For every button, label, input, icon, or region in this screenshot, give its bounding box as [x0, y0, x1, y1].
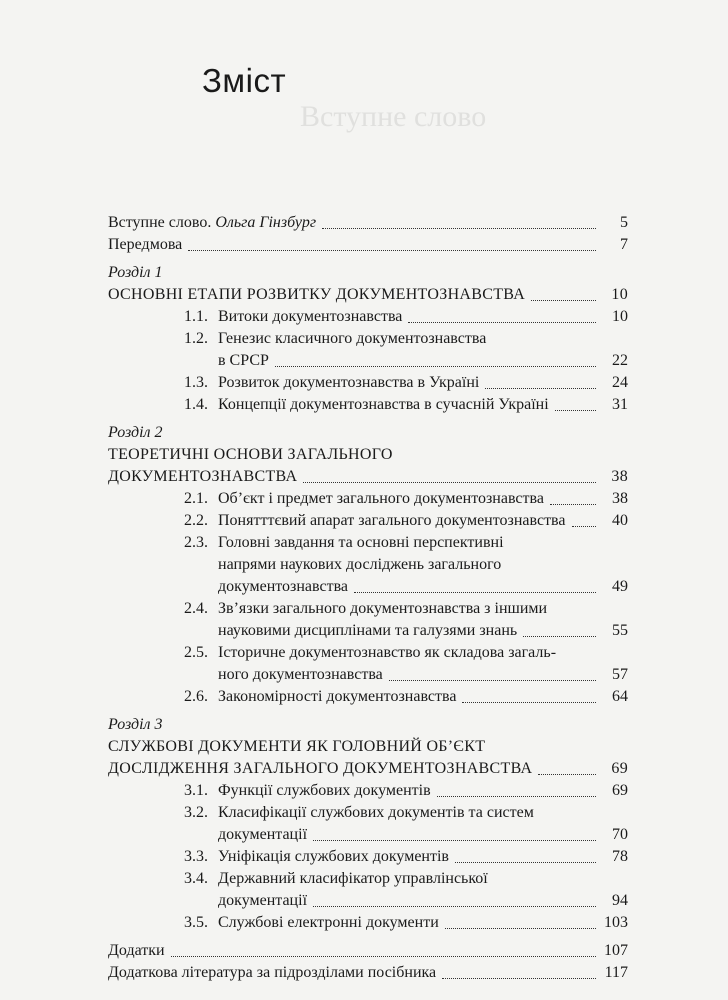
dot-leader	[354, 591, 596, 593]
section-label: Розділ 1	[108, 264, 163, 281]
subsection-number: 2.6.	[184, 688, 208, 705]
subsection-item	[108, 686, 628, 708]
page-number: 5	[620, 214, 628, 231]
entry-text: Службові електронні документи	[218, 914, 439, 931]
entry-text: Уніфікація службових документів	[218, 848, 449, 865]
page-number: 64	[612, 688, 628, 705]
entry-text: Функції службових документів	[218, 782, 431, 799]
toc-entry	[108, 940, 628, 962]
entry-text: документації	[218, 892, 308, 909]
subsection-item	[108, 372, 628, 394]
page-number: 10	[612, 308, 628, 325]
dot-leader	[303, 481, 596, 483]
page-number: 94	[612, 892, 628, 909]
subsection-text-line: напрями наукових досліджень загального	[218, 556, 502, 573]
entry-text: в СРСР	[218, 352, 269, 369]
dot-leader	[188, 249, 596, 251]
dot-leader	[445, 927, 596, 929]
dot-leader	[462, 701, 596, 703]
subsection-item	[108, 488, 628, 510]
dot-leader	[437, 795, 596, 797]
subsection-number: 3.1.	[184, 782, 208, 799]
subsection-text-line: Головні завдання та основні перспективні	[218, 534, 504, 551]
entry-text: науковими дисциплінами та галузями знань	[218, 622, 518, 639]
section-title-line: ТЕОРЕТИЧНІ ОСНОВИ ЗАГАЛЬНОГО	[108, 446, 393, 463]
page-number: 40	[612, 512, 628, 529]
subsection-number: 3.3.	[184, 848, 208, 865]
dot-leader	[550, 503, 596, 505]
page-title: Зміст	[202, 62, 287, 99]
section-label: Розділ 2	[108, 424, 163, 441]
subsection-item	[108, 780, 628, 802]
subsection-number: 3.5.	[184, 914, 208, 931]
page-number: 38	[612, 490, 628, 507]
section-title-row	[108, 466, 628, 488]
dot-leader	[555, 409, 596, 411]
subsection-number: 2.2.	[184, 512, 208, 529]
dot-leader	[171, 955, 596, 957]
subsection-item	[108, 642, 628, 686]
entry-text: ОСНОВНІ ЕТАПИ РОЗВИТКУ ДОКУМЕНТОЗНАВСТВА	[108, 286, 526, 303]
page-number: 69	[612, 782, 628, 799]
page-number: 103	[604, 914, 628, 931]
dot-leader	[531, 299, 596, 301]
dot-leader	[455, 861, 596, 863]
entry-text: Об’єкт і предмет загального документознавства	[218, 490, 544, 507]
entry-text: Передмова	[108, 236, 183, 253]
subsection-item	[108, 394, 628, 416]
page-number: 49	[612, 578, 628, 595]
subsection-row	[108, 620, 628, 642]
entry-text: Вступне слово. Ольга Гінзбург	[108, 214, 317, 231]
toc-entry	[108, 962, 628, 984]
section-label: Розділ 3	[108, 716, 163, 733]
dot-leader	[442, 977, 596, 979]
section-title-row	[108, 758, 628, 780]
section-title-row	[108, 284, 628, 306]
subsection-number: 2.3.	[184, 534, 208, 551]
entry-text: Додатки	[108, 942, 165, 959]
entry-text: Додаткова література за підрозділами посібника	[108, 964, 437, 981]
subsection-item	[108, 846, 628, 868]
toc-entry	[108, 212, 628, 234]
dot-leader	[389, 679, 596, 681]
subsection-text-line: Класифікації службових документів та систем	[218, 804, 534, 821]
subsection-item	[108, 868, 628, 912]
page-number: 70	[612, 826, 628, 843]
subsection-number: 1.1.	[184, 308, 208, 325]
dot-leader	[408, 321, 596, 323]
subsection-item	[108, 598, 628, 642]
subsection-number: 2.4.	[184, 600, 208, 617]
subsection-text-line: Зв’язки загального документознавства з іншими	[218, 600, 548, 617]
subsection-row	[108, 890, 628, 912]
subsection-row	[108, 824, 628, 846]
subsection-number: 1.4.	[184, 396, 208, 413]
show-through-text: Вступне слово	[300, 100, 487, 133]
entry-text: ДОКУМЕНТОЗНАВСТВА	[108, 468, 298, 485]
subsection-item	[108, 306, 628, 328]
subsection-row	[108, 350, 628, 372]
entry-text: документознавства	[218, 578, 349, 595]
subsection-item	[108, 510, 628, 532]
dot-leader	[538, 773, 596, 775]
subsection-item	[108, 532, 628, 598]
dot-leader	[572, 525, 597, 527]
subsection-text-line: Історичне документознавство як складова загаль-	[218, 644, 557, 661]
subsection-item	[108, 328, 628, 372]
dot-leader	[322, 227, 596, 229]
dot-leader	[313, 905, 596, 907]
page-number: 117	[604, 964, 628, 981]
subsection-row	[108, 576, 628, 598]
table-of-contents	[108, 212, 628, 984]
dot-leader	[523, 635, 596, 637]
subsection-number: 2.1.	[184, 490, 208, 507]
dot-leader	[275, 365, 596, 367]
author-name: Ольга Гінзбург	[215, 214, 317, 231]
subsection-number: 1.2.	[184, 330, 208, 347]
subsection-item	[108, 912, 628, 934]
dot-leader	[485, 387, 596, 389]
subsection-text-line: Державний класифікатор управлінської	[218, 870, 488, 887]
subsection-item	[108, 802, 628, 846]
entry-text: Закономірності документознавства	[218, 688, 457, 705]
subsection-text-line: Генезис класичного документознавства	[218, 330, 487, 347]
page-number: 55	[612, 622, 628, 639]
page-number: 22	[612, 352, 628, 369]
entry-text: ного документознавства	[218, 666, 383, 683]
page-number: 24	[612, 374, 628, 391]
page-number: 31	[612, 396, 628, 413]
entry-text: Понятттєвий апарат загального документознавства	[218, 512, 566, 529]
page-number: 69	[611, 760, 628, 777]
entry-text: Концепції документознавства в сучасній Україні	[218, 396, 549, 413]
dot-leader	[313, 839, 596, 841]
page-number: 7	[620, 236, 628, 253]
page-number: 10	[611, 286, 628, 303]
entry-text: Витоки документознавства	[218, 308, 403, 325]
toc-entry	[108, 234, 628, 256]
page-number: 38	[611, 468, 628, 485]
entry-text: ДОСЛІДЖЕННЯ ЗАГАЛЬНОГО ДОКУМЕНТОЗНАВСТВА	[108, 760, 533, 777]
entry-text: документації	[218, 826, 308, 843]
page-number: 107	[604, 942, 628, 959]
page-number: 78	[612, 848, 628, 865]
section-title-line: СЛУЖБОВІ ДОКУМЕНТИ ЯК ГОЛОВНИЙ ОБ’ЄКТ	[108, 738, 486, 755]
page-number: 57	[612, 666, 628, 683]
subsection-row	[108, 664, 628, 686]
subsection-number: 3.2.	[184, 804, 208, 821]
subsection-number: 3.4.	[184, 870, 208, 887]
subsection-number: 2.5.	[184, 644, 208, 661]
entry-text: Розвиток документознавства в Україні	[218, 374, 480, 391]
subsection-number: 1.3.	[184, 374, 208, 391]
